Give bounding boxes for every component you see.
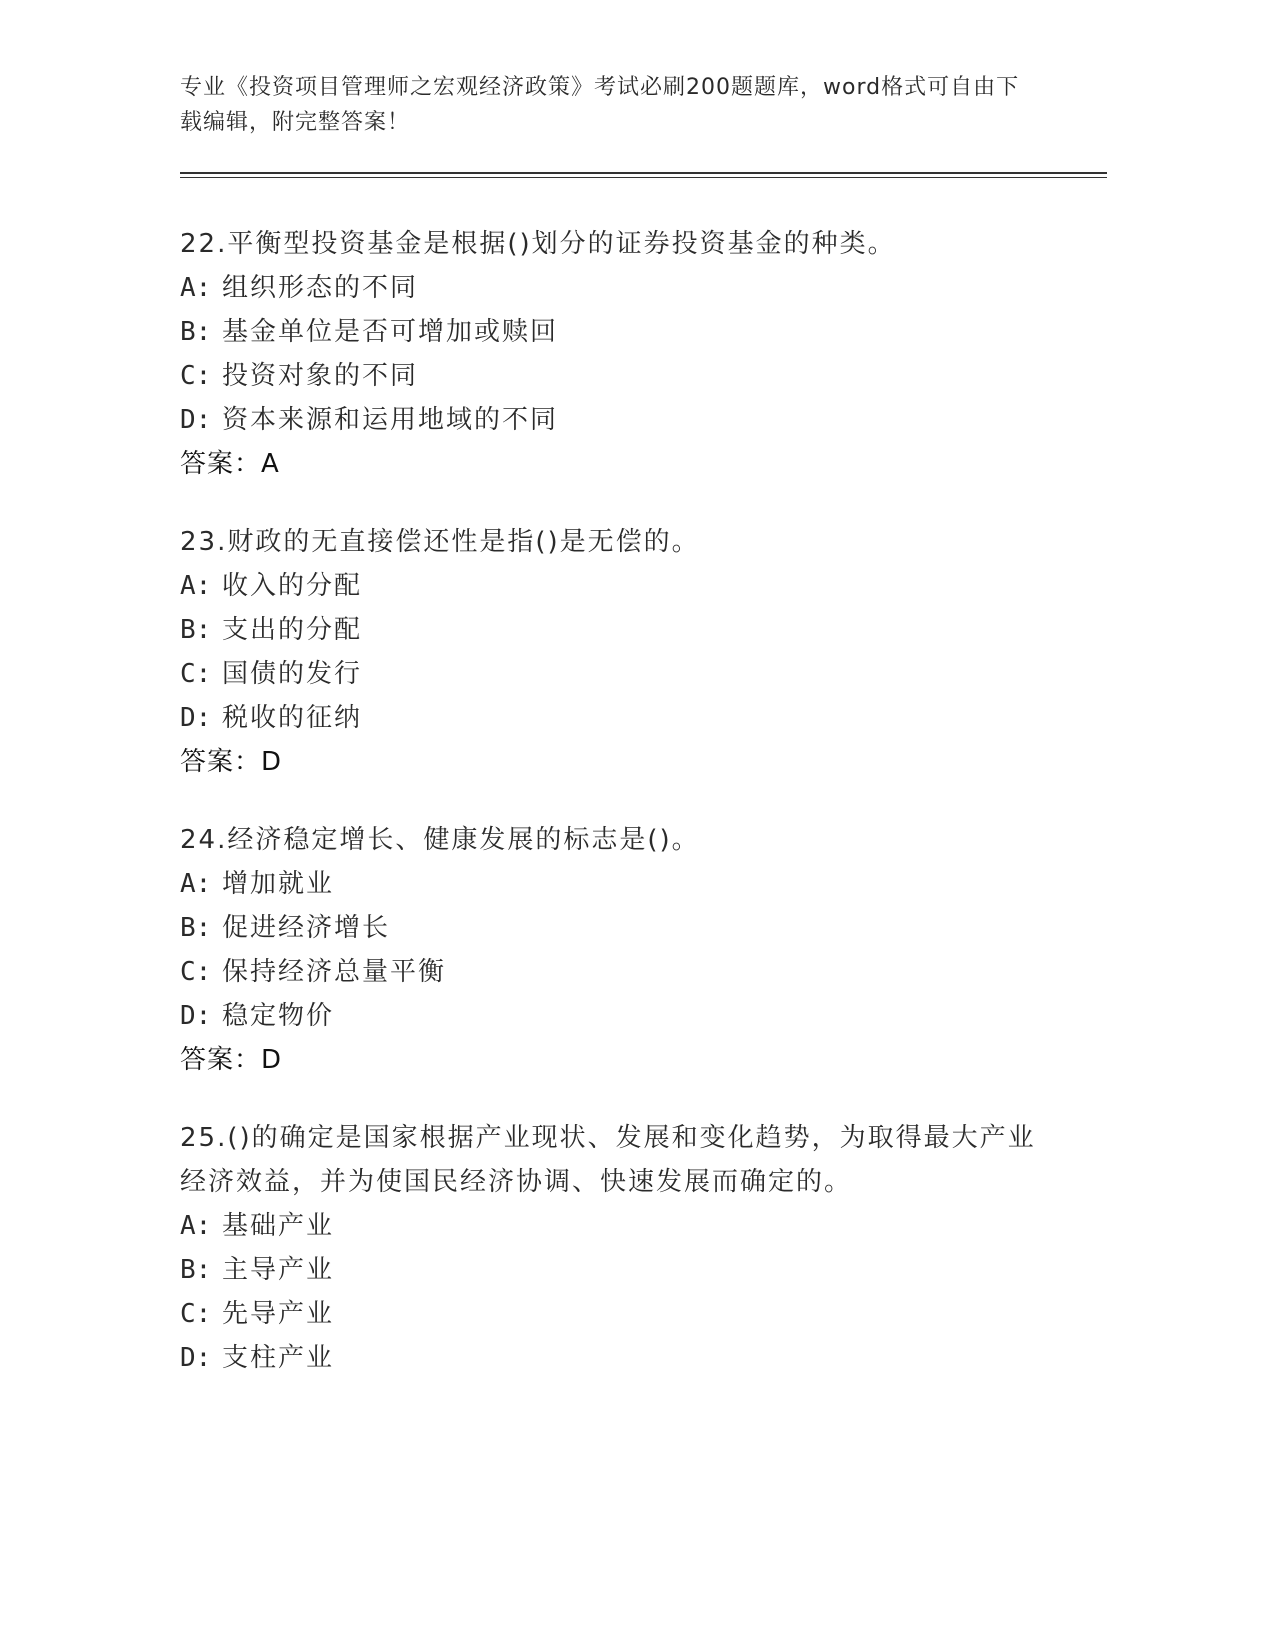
option-letter: C: <box>180 361 212 391</box>
option-text: 促进经济增长 <box>222 913 391 943</box>
option-b <box>180 1248 1060 1292</box>
option-text: 先导产业 <box>222 1299 335 1329</box>
option-text: 支出的分配 <box>222 615 363 645</box>
question-25 <box>180 1116 1060 1380</box>
question-23 <box>180 520 1060 784</box>
option-text: 基础产业 <box>222 1211 335 1241</box>
option-c <box>180 652 1060 696</box>
option-c <box>180 354 1060 398</box>
option-a <box>180 862 1060 906</box>
option-letter: B: <box>180 1255 212 1285</box>
option-letter: B: <box>180 317 212 347</box>
option-c <box>180 950 1060 994</box>
option-letter: D: <box>180 1001 212 1031</box>
answer-line: 答案：D <box>180 1045 283 1075</box>
option-letter: D: <box>180 703 212 733</box>
answer-line: 答案：A <box>180 449 280 479</box>
option-a <box>180 1204 1060 1248</box>
option-letter: C: <box>180 659 212 689</box>
option-letter: A: <box>180 571 212 601</box>
option-letter: D: <box>180 1343 212 1373</box>
option-a <box>180 266 1060 310</box>
option-letter: C: <box>180 957 212 987</box>
option-d <box>180 1336 1060 1380</box>
option-letter: A: <box>180 1211 212 1241</box>
question-stem: 25.()的确定是国家根据产业现状、发展和变化趋势，为取得最大产业经济效益，并为使国民经济协调、快速发展而确定的。 <box>180 1123 1036 1197</box>
question-list <box>180 222 1060 1414</box>
option-text: 稳定物价 <box>222 1001 335 1031</box>
question-stem: 24.经济稳定增长、健康发展的标志是()。 <box>180 825 700 855</box>
answer-line: 答案：D <box>180 747 283 777</box>
option-text: 基金单位是否可增加或赎回 <box>222 317 559 347</box>
option-d <box>180 398 1060 442</box>
option-text: 资本来源和运用地域的不同 <box>222 405 559 435</box>
option-b <box>180 608 1060 652</box>
option-letter: B: <box>180 615 212 645</box>
option-text: 支柱产业 <box>222 1343 335 1373</box>
option-letter: B: <box>180 913 212 943</box>
option-text: 主导产业 <box>222 1255 335 1285</box>
option-d <box>180 994 1060 1038</box>
question-22 <box>180 222 1060 486</box>
option-text: 投资对象的不同 <box>222 361 419 391</box>
option-b <box>180 906 1060 950</box>
document-header: 专业《投资项目管理师之宏观经济政策》考试必刷200题题库，word格式可自由下载编辑，附完整答案！ <box>180 75 1020 135</box>
option-text: 国债的发行 <box>222 659 363 689</box>
option-d <box>180 696 1060 740</box>
option-b <box>180 310 1060 354</box>
option-text: 税收的征纳 <box>222 703 363 733</box>
option-a <box>180 564 1060 608</box>
option-text: 保持经济总量平衡 <box>222 957 447 987</box>
option-letter: D: <box>180 405 212 435</box>
option-letter: C: <box>180 1299 212 1329</box>
option-text: 组织形态的不同 <box>222 273 419 303</box>
option-letter: A: <box>180 869 212 899</box>
option-letter: A: <box>180 273 212 303</box>
question-stem: 23.财政的无直接偿还性是指()是无偿的。 <box>180 527 700 557</box>
option-text: 收入的分配 <box>222 571 363 601</box>
option-c <box>180 1292 1060 1336</box>
question-24 <box>180 818 1060 1082</box>
option-text: 增加就业 <box>222 869 335 899</box>
question-stem: 22.平衡型投资基金是根据()划分的证券投资基金的种类。 <box>180 229 896 259</box>
header-divider <box>180 172 1107 178</box>
